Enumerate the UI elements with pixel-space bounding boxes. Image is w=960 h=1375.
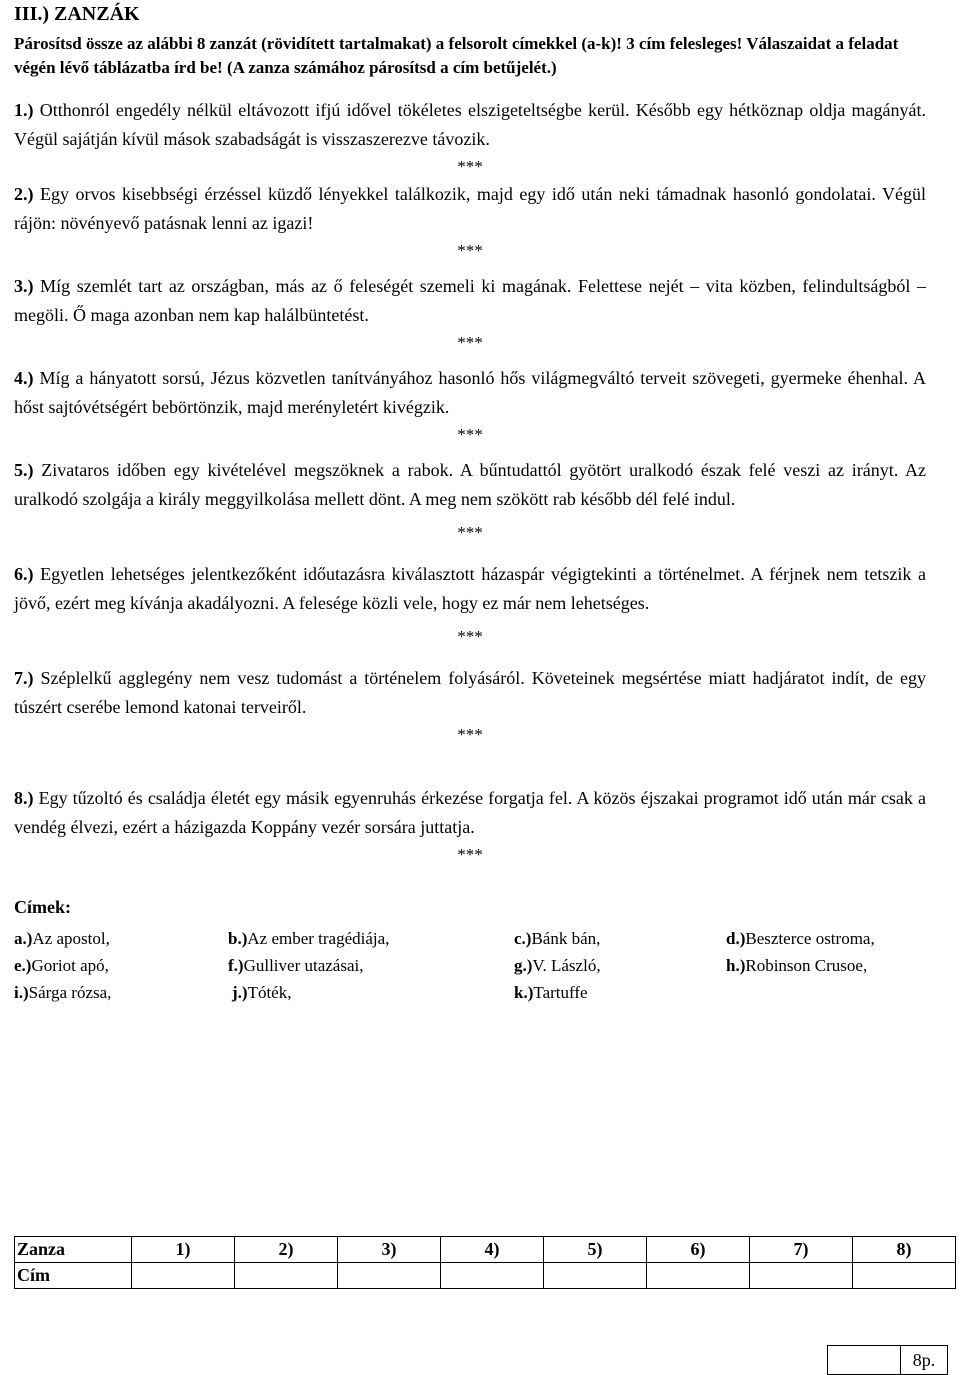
answer-cell-6[interactable]: [647, 1263, 750, 1289]
separator: ***: [457, 333, 483, 352]
separator: ***: [457, 845, 483, 864]
column-8: 8): [853, 1237, 956, 1263]
zanza-item-3: 3.) Míg szemlét tart az országban, más az ő feleségét szemeli ki magának. Felettese nejét – vita közben, felindultságból – megöli. Ő maga azonban nem kap halálbüntetést.: [14, 276, 926, 325]
answer-cell-3[interactable]: [338, 1263, 441, 1289]
separator: ***: [457, 627, 483, 646]
points-label: 8p.: [901, 1346, 948, 1375]
zanza-item-6: 6.) Egyetlen lehetséges jelentkezőként időutazásra kiválasztott házaspár végigtekinti a történelmet. A férjnek nem tetszik a jövő, ezért meg kívánja akadályozni. A felesége közli vele, hogy ez már nem lehetséges.: [14, 564, 926, 613]
separator: ***: [457, 523, 483, 542]
title-option-e: e.)Goriot apó,: [14, 956, 109, 975]
title-option-j: j.)Tóték,: [232, 983, 292, 1002]
title-option-b: b.)Az ember tragédiája,: [228, 929, 390, 948]
points-box: [827, 1345, 948, 1375]
column-1: 1): [132, 1237, 235, 1263]
answer-cell-7[interactable]: [750, 1263, 853, 1289]
answer-cell-5[interactable]: [544, 1263, 647, 1289]
cim-label: Cím: [15, 1263, 132, 1289]
points-score-cell[interactable]: [828, 1346, 901, 1375]
title-option-i: i.)Sárga rózsa,: [14, 983, 112, 1002]
title-option-h: h.)Robinson Crusoe,: [726, 956, 868, 975]
title-option-g: g.)V. László,: [514, 956, 601, 975]
separator: ***: [457, 725, 483, 744]
column-5: 5): [544, 1237, 647, 1263]
answer-cell-4[interactable]: [441, 1263, 544, 1289]
zanza-item-1: 1.) Otthonról engedély nélkül eltávozott ifjú idővel tökéletes elszigeteltségbe kerül. Később egy hétköznap oldja magányát. Végül sajátján kívül mások szabadságát is visszaszerezve távozik.: [14, 100, 926, 149]
zanza-item-4: 4.) Míg a hányatott sorsú, Jézus közvetlen tanítványához hasonló hős világmegváltó terveit szövegeti, gyermeke éhenhal. A hőst sajtóvétségért bebörtönzik, majd merényletért kivégzik.: [14, 368, 926, 417]
zanza-item-2: 2.) Egy orvos kisebbségi érzéssel küzdő lényekkel találkozik, majd egy idő után neki támadnak hasonló gondolatai. Végül rájön: növényevő patásnak lenni az igazi!: [14, 184, 926, 233]
answer-table: [14, 1236, 956, 1289]
title-option-c: c.)Bánk bán,: [514, 929, 601, 948]
answer-cell-2[interactable]: [235, 1263, 338, 1289]
section-title: III.) ZANZÁK: [14, 3, 140, 25]
zanza-label: Zanza: [15, 1237, 132, 1263]
worksheet-page: [14, 0, 926, 1008]
title-option-d: d.)Beszterce ostroma,: [726, 929, 875, 948]
titles-grid: [14, 926, 926, 1008]
titles-heading: Címek:: [14, 897, 71, 917]
zanza-item-5: 5.) Zivataros időben egy kivételével megszöknek a rabok. A bűntudattól gyötört uralkodó észak felé veszi az irányt. Az uralkodó szolgája a király meggyilkolása mellett dönt. A meg nem szökött rab később dél felé indul.: [14, 460, 926, 509]
title-option-a: a.)Az apostol,: [14, 929, 110, 948]
title-option-k: k.)Tartuffe: [514, 983, 588, 1002]
column-6: 6): [647, 1237, 750, 1263]
separator: ***: [457, 425, 483, 444]
zanza-item-7: 7.) Széplelkű agglegény nem vesz tudomást a történelem folyásáról. Követeinek megsértése miatt hadjáratot indít, de egy túszért cserébe lemond katonai terveiről.: [14, 668, 926, 717]
answer-table-header-row: [15, 1237, 956, 1263]
column-4: 4): [441, 1237, 544, 1263]
separator: ***: [457, 157, 483, 176]
column-3: 3): [338, 1237, 441, 1263]
zanza-list: [14, 96, 926, 868]
answer-cell-8[interactable]: [853, 1263, 956, 1289]
answer-cell-1[interactable]: [132, 1263, 235, 1289]
column-7: 7): [750, 1237, 853, 1263]
zanza-item-8: 8.) Egy tűzoltó és családja életét egy másik egyenruhás érkezése forgatja fel. A közös éjszakai programot idő után már csak a vendég élvezi, ezért a házigazda Koppány vezér sorsára juttatja.: [14, 788, 926, 837]
instructions: Párosítsd össze az alábbi 8 zanzát (rövidített tartalmakat) a felsorolt címekkel (a-k)! 3 cím felesleges! Válaszaidat a feladat végén lévő táblázatba írd be! (A zanza számához párosítsd a cím betűjelét.): [14, 34, 899, 77]
separator: ***: [457, 241, 483, 260]
title-option-f: f.)Gulliver utazásai,: [228, 956, 364, 975]
answer-table-input-row: [15, 1263, 956, 1289]
column-2: 2): [235, 1237, 338, 1263]
